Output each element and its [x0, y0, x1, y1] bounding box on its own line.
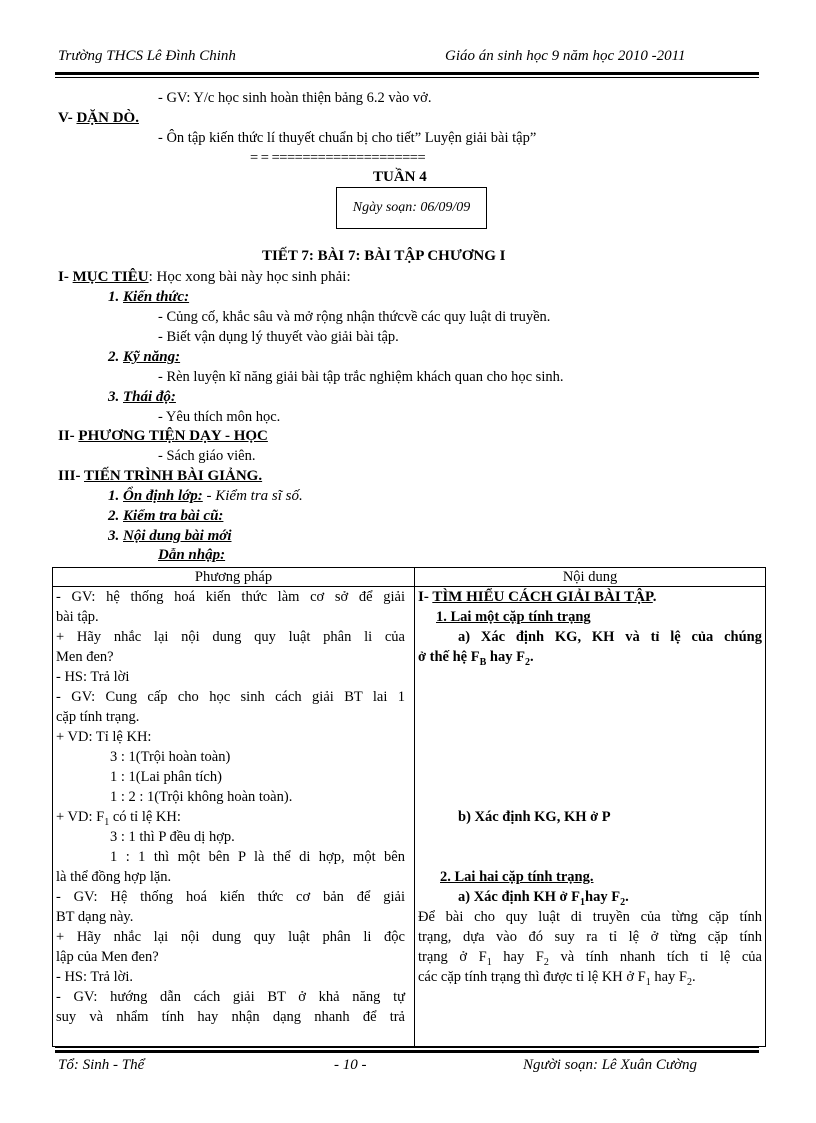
content-text: . [529, 649, 534, 665]
header-rule-thin [55, 77, 759, 78]
header-school: Trường THCS Lê Đình Chinh [58, 48, 236, 64]
intro-label: Dẫn nhập: [158, 547, 226, 563]
footer-rule-thin [55, 1047, 759, 1048]
method-text: có tỉ lệ KH: [109, 809, 181, 825]
step-review [108, 508, 223, 525]
method-line: Men đen? [56, 649, 114, 665]
header-subject: Giáo án sinh học 9 năm học 2010 -2011 [445, 48, 686, 64]
method-cell [53, 587, 415, 1047]
content-item-b1: b) Xác định KG, KH ở P [458, 809, 611, 825]
footer-author: Người soạn: Lê Xuân Cường [523, 1057, 698, 1073]
section-i-title: MỤC TIÊU [72, 269, 149, 285]
content-item-a1-cont [418, 647, 534, 673]
footer-group: Tổ: Sinh - Thể [58, 1057, 145, 1073]
method-line: cặp tính trạng. [56, 709, 140, 725]
table-body-row [53, 587, 766, 1047]
step-3-num: 3. [108, 528, 123, 544]
step-3-title: Nội dung bài mới [123, 528, 232, 544]
section-iii-title: TIẾN TRÌNH BÀI GIẢNG. [84, 468, 263, 484]
knowledge-line-2: - Biết vận dụng lý thuyết vào giải bài tập. [158, 329, 399, 345]
content-text: các cặp tính trạng thì được tỉ lệ KH ở F [418, 969, 646, 985]
content-text: ở thế hệ F [418, 649, 480, 665]
subscript: 1 [486, 956, 492, 968]
method-line: 1 : 2 : 1(Trội không hoàn toàn). [110, 789, 293, 805]
content-item-a1: a) Xác định KG, KH và tỉ lệ của chúng [458, 629, 762, 645]
sub-knowledge-title: Kiến thức: [123, 289, 190, 305]
section-iii-num: III- [58, 468, 84, 484]
content-paragraph-line: trạng, dựa vào đó suy ra tỉ lệ ở từng cặp tính [418, 929, 762, 945]
content-sec-tail: . [652, 589, 657, 605]
method-line: là thể đồng hợp lặn. [56, 869, 172, 885]
table-header-row [53, 568, 766, 587]
method-line: - GV: hướng dẫn cách giải BT ở khả năng tự [56, 989, 405, 1005]
content-heading-one-trait: 1. Lai một cặp tính trạng [436, 609, 591, 625]
lesson-title: TIẾT 7: BÀI 7: BÀI TẬP CHƯƠNG I [262, 248, 506, 264]
step-2-title: Kiểm tra bài cũ: [123, 508, 224, 524]
method-line: 1 : 1(Lai phân tích) [110, 769, 222, 785]
sub-skills [108, 349, 180, 366]
method-line: - GV: Hệ thống hoá kiến thức cơ bản để giải [56, 889, 405, 905]
subscript: 2 [687, 976, 692, 988]
section-iii-heading [58, 468, 262, 485]
content-text: trạng ở F [418, 949, 487, 965]
prev-task-line: - GV: Y/c học sinh hoàn thiện bảng 6.2 vào vở. [158, 90, 432, 106]
method-line: suy và nhẩm tính hay nhận dạng nhanh để trả [56, 1009, 405, 1025]
content-text: hay F [486, 649, 525, 665]
week-label: TUẦN 4 [373, 169, 427, 185]
section-v-num: V- [58, 110, 77, 126]
step-class-setup [108, 488, 303, 505]
content-paragraph-line [418, 967, 696, 993]
method-line: + Hãy nhắc lại nội dung quy luật phân li độc [56, 929, 405, 945]
subscript: 1 [580, 896, 586, 908]
knowledge-line-1: - Củng cố, khắc sâu và mở rộng nhận thứcvề các quy luật di truyền. [158, 309, 551, 325]
sub-knowledge-num: 1. [108, 289, 123, 305]
method-line: - GV: hệ thống hoá kiến thức làm cơ sở để giải [56, 589, 405, 605]
sub-attitude [108, 389, 176, 406]
step-1-tail: - Kiểm tra sĩ số. [202, 488, 303, 504]
content-text: . [625, 889, 629, 905]
step-1-title: Ổn định lớp: [123, 488, 203, 504]
method-line: - HS: Trả lời [56, 669, 130, 685]
method-line: BT dạng này. [56, 909, 134, 925]
section-i-tail: : Học xong bài này học sinh phải: [148, 269, 351, 285]
header-rule [55, 72, 759, 75]
content-sec-num: I- [418, 589, 433, 605]
content-text: hay F [491, 949, 544, 965]
lesson-table [52, 567, 766, 1047]
content-section-heading [418, 587, 657, 607]
step-new-content [108, 528, 232, 545]
subscript: 2 [543, 956, 549, 968]
attitude-line-1: - Yêu thích môn học. [158, 409, 281, 425]
method-line: + VD: Tỉ lệ KH: [56, 729, 152, 745]
step-1-num: 1. [108, 488, 123, 504]
content-heading-two-traits: 2. Lai hai cặp tính trạng. [440, 869, 594, 885]
method-line: 3 : 1 thì P đều dị hợp. [110, 829, 235, 845]
method-text: + VD: F [56, 809, 105, 825]
section-v-heading [58, 110, 139, 127]
method-line: - GV: Cung cấp cho học sinh cách giải BT lai 1 [56, 689, 405, 705]
col-header-content: Nội dung [415, 568, 766, 587]
homework-line: - Ôn tập kiến thức lí thuyết chuẩn bị cho tiết” Luyện giải bài tập” [158, 130, 537, 146]
section-ii-title: PHƯƠNG TIỆN DẠY - HỌC [78, 428, 268, 444]
section-i-heading [58, 269, 351, 286]
sub-attitude-num: 3. [108, 389, 123, 405]
separator-line: = = ==================== [250, 150, 426, 166]
col-header-method: Phương pháp [53, 568, 415, 587]
method-line: bài tập. [56, 609, 99, 625]
sub-skills-num: 2. [108, 349, 123, 365]
materials-line: - Sách giáo viên. [158, 448, 256, 464]
section-ii-num: II- [58, 428, 79, 444]
page-number: - 10 - [334, 1057, 367, 1073]
content-text: và tính nhanh tích tỉ lệ của [548, 949, 762, 965]
method-line: lập của Men đen? [56, 949, 159, 965]
method-line: 1 : 1 thì một bên P là thể di hợp, một bên [110, 849, 405, 865]
subscript: B [479, 656, 487, 668]
sub-knowledge [108, 289, 189, 306]
content-text: a) Xác định KH ở F [458, 889, 581, 905]
sub-skills-title: Kỹ năng: [123, 349, 181, 365]
method-line: - HS: Trả lời. [56, 969, 133, 985]
step-2-num: 2. [108, 508, 123, 524]
content-paragraph-line: Để bài cho quy luật di truyền của từng cặp tính [418, 909, 762, 925]
method-line: + Hãy nhắc lại nội dung quy luật phân li của [56, 629, 405, 645]
date-box: Ngày soạn: 06/09/09 [336, 187, 487, 229]
subscript: 2 [620, 896, 626, 908]
subscript: 1 [104, 816, 110, 828]
content-sec-title: TÌM HIỂU CÁCH GIẢI BÀI TẬP [432, 589, 653, 605]
subscript: 1 [645, 976, 651, 988]
sub-attitude-title: Thái độ: [123, 389, 176, 405]
footer-rule [55, 1050, 759, 1053]
section-v-title: DẶN DÒ. [76, 110, 139, 126]
content-text: . [692, 969, 696, 985]
content-cell [415, 587, 766, 1047]
content-text: hay F [650, 969, 687, 985]
subscript: 2 [524, 656, 530, 668]
section-i-num: I- [58, 269, 73, 285]
skills-line-1: - Rèn luyện kĩ năng giải bài tập trắc nghiệm khách quan cho học sinh. [158, 369, 564, 385]
method-line: 3 : 1(Trội hoàn toàn) [110, 749, 231, 765]
content-text: hay F [585, 889, 621, 905]
section-ii-heading [58, 428, 268, 445]
